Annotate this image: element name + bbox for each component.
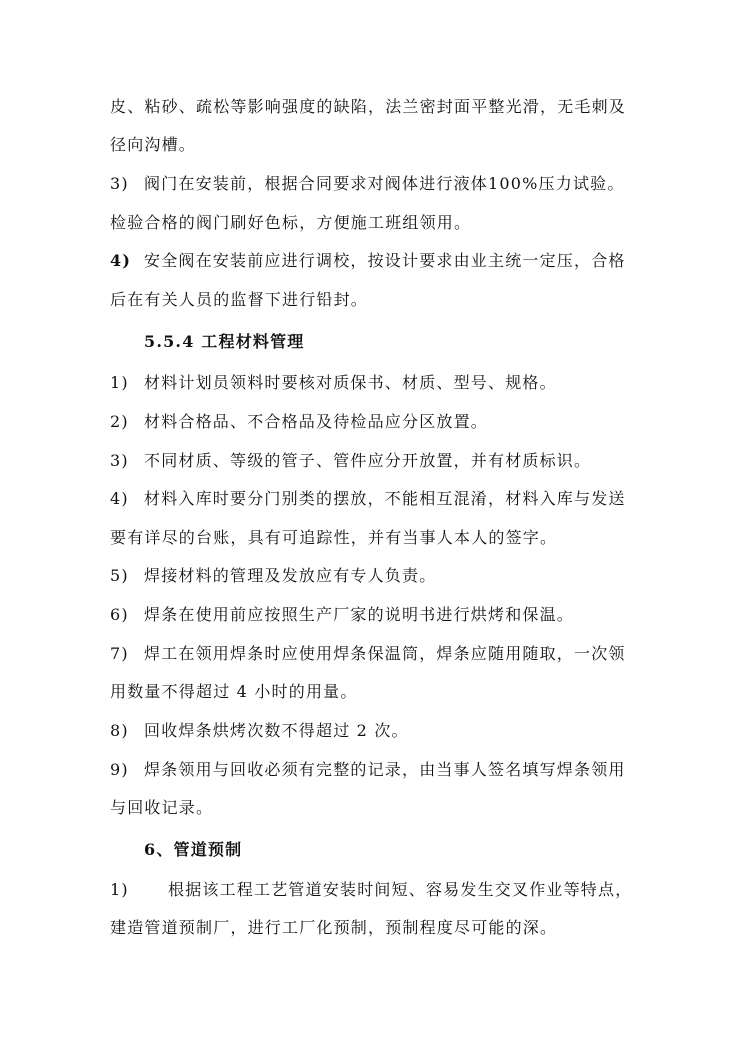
paragraph-line [110, 134, 640, 156]
paragraph-text: 要有详尽的台账，具有可追踪性，并有当事人本人的签字。 [110, 528, 558, 547]
list-number: 8) [110, 721, 129, 740]
section-heading [144, 839, 674, 861]
list-number: 1) [110, 373, 129, 392]
list-item-text: 不同材质、等级的管子、管件应分开放置，并有材质标识。 [144, 451, 592, 470]
list-item-text: 焊条在使用前应按照生产厂家的说明书进行烘烤和保温。 [144, 605, 575, 624]
list-number: 6) [110, 605, 129, 624]
list-number: 3) [110, 451, 129, 470]
paragraph-text: 皮、粘砂、疏松等影响强度的缺陷，法兰密封面平整光滑，无毛刺及 [110, 97, 627, 116]
list-item-text: 回收焊条烘烤次数不得超过 2 次。 [144, 721, 409, 740]
paragraph-line [110, 527, 640, 549]
list-item [110, 250, 640, 272]
list-item-text: 安全阀在安装前应进行调校，按设计要求由业主统一定压，合格 [144, 251, 626, 270]
list-item [110, 643, 640, 665]
section-heading [144, 331, 674, 353]
list-item-text: 材料计划员领料时要核对质保书、材质、型号、规格。 [144, 373, 557, 392]
list-number: 5) [110, 566, 129, 585]
list-item [110, 879, 640, 901]
paragraph-line [110, 289, 640, 311]
list-number: 7) [110, 644, 129, 663]
paragraph-line [110, 917, 640, 939]
paragraph-text: 检验合格的阀门刷好色标，方便施工班组领用。 [110, 213, 472, 232]
list-number: 3) [110, 174, 129, 193]
paragraph-text: 用数量不得超过 4 小时的用量。 [110, 682, 358, 701]
list-item [110, 372, 640, 394]
paragraph-text: 建造管道预制厂，进行工厂化预制，预制程度尽可能的深。 [110, 918, 558, 937]
list-item [110, 450, 640, 472]
list-number: 4) [110, 489, 129, 508]
list-item-text: 根据该工程工艺管道安装时间短、容易发生交叉作业等特点， [168, 880, 633, 899]
list-item-text: 焊条领用与回收必须有完整的记录，由当事人签名填写焊条领用 [144, 760, 626, 779]
list-item [110, 720, 640, 742]
list-item [110, 565, 640, 587]
paragraph-text: 与回收记录。 [110, 798, 214, 817]
paragraph-text: 后在有关人员的监督下进行铅封。 [110, 290, 369, 309]
list-number: 4) [110, 251, 132, 270]
list-item-text: 阀门在安装前，根据合同要求对阀体进行液体100%压力试验。 [144, 174, 625, 193]
list-item-text: 材料入库时要分门别类的摆放，不能相互混淆，材料入库与发送 [144, 489, 626, 508]
list-item [110, 759, 640, 781]
section-heading-text: 5.5.4 工程材料管理 [144, 332, 305, 351]
paragraph-line [110, 212, 640, 234]
list-item-text: 焊接材料的管理及发放应有专人负责。 [144, 566, 437, 585]
list-number: 2) [110, 412, 129, 431]
paragraph-line [110, 96, 640, 118]
paragraph-line [110, 681, 640, 703]
paragraph-line [110, 797, 640, 819]
list-item [110, 604, 640, 626]
paragraph-text: 径向沟槽。 [110, 135, 197, 154]
list-item-text: 焊工在领用焊条时应使用焊条保温筒，焊条应随用随取，一次领 [144, 644, 626, 663]
section-heading-text: 6、管道预制 [144, 840, 243, 859]
list-number: 1) [110, 880, 129, 899]
list-item-text: 材料合格品、不合格品及待检品应分区放置。 [144, 412, 489, 431]
list-item [110, 488, 640, 510]
list-item [110, 411, 640, 433]
list-item [110, 173, 640, 195]
list-number: 9) [110, 760, 129, 779]
